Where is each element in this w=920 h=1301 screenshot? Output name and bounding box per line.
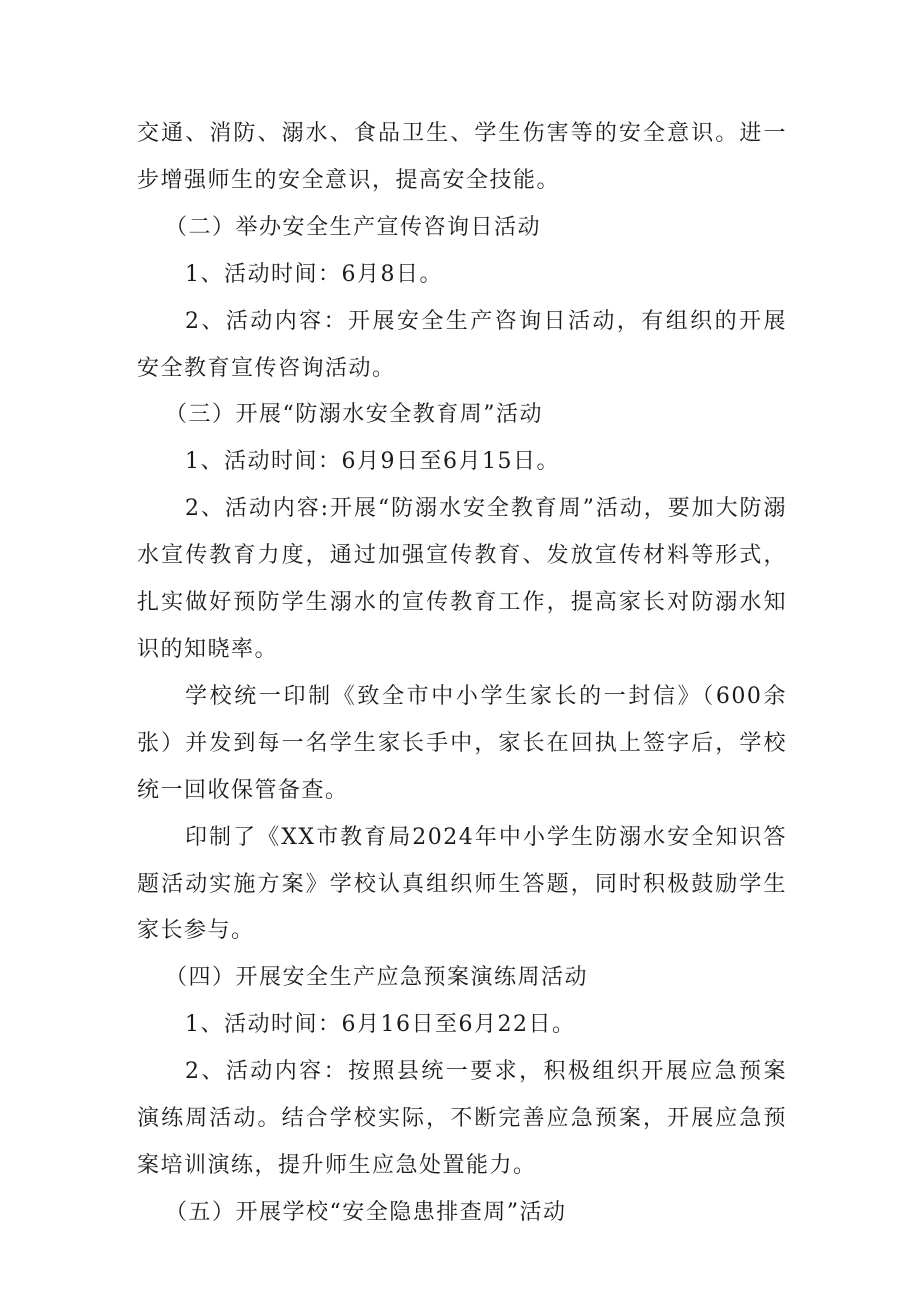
paragraph-parent-letter: 学校统一印制《致全市中小学生家长的一封信》（600余张）并发到每一名学生家长手中，家长在回执上签字后，学校统一回收保管备查。 — [137, 683, 787, 803]
section-heading-4: （四）开展安全生产应急预案演练周活动 — [165, 965, 589, 991]
paragraph-activity-time-2: 1、活动时间：6月8日。 — [185, 261, 443, 287]
document-body — [137, 111, 787, 1237]
paragraph-activity-time-3: 1、活动时间：6月9日至6月15日。 — [185, 449, 560, 475]
section-heading-5: （五）开展学校“安全隐患排查周”活动 — [165, 1199, 567, 1225]
paragraph-activity-time-4: 1、活动时间：6月16日至6月22日。 — [185, 1012, 576, 1038]
paragraph-safety-awareness: 交通、消防、溺水、食品卫生、学生伤害等的安全意识。进一步增强师生的安全意识，提高安全技能。 — [137, 121, 787, 193]
paragraph-activity-content-3: 2、活动内容:开展“防溺水安全教育周”活动，要加大防溺水宣传教育力度，通过加强宣传教育、发放宣传材料等形式，扎实做好预防学生溺水的宣传教育工作，提高家长对防溺水知识的知晓率。 — [137, 496, 787, 662]
paragraph-activity-content-2: 2、活动内容：开展安全生产咨询日活动，有组织的开展安全教育宣传咨询活动。 — [137, 308, 787, 381]
section-heading-3: （三）开展“防溺水安全教育周”活动 — [165, 402, 543, 428]
section-heading-2: （二）举办安全生产宣传咨询日活动 — [165, 214, 542, 240]
paragraph-activity-content-4: 2、活动内容：按照县统一要求，积极组织开展应急预案演练周活动。结合学校实际，不断完善应急预案，开展应急预案培训演练，提升师生应急处置能力。 — [137, 1059, 787, 1178]
paragraph-quiz-plan: 印制了《XX市教育局2024年中小学生防溺水安全知识答题活动实施方案》学校认真组织师生答题，同时积极鼓励学生家长参与。 — [137, 824, 787, 944]
